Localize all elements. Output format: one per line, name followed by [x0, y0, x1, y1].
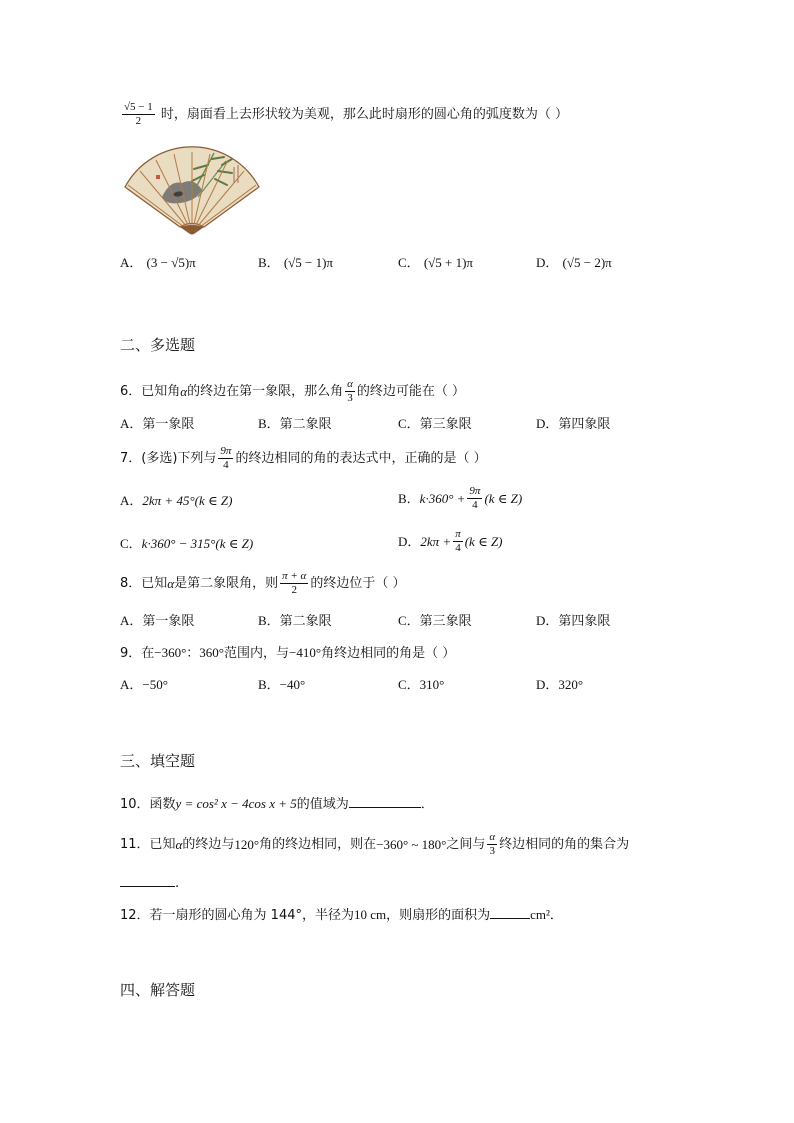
option-label: A．	[120, 677, 143, 692]
option-value: −50°	[142, 677, 168, 692]
q11-stem	[120, 831, 629, 858]
option-label: A．	[120, 255, 143, 270]
option-label: D．	[536, 416, 559, 431]
option-label: A．	[120, 613, 143, 628]
q11-text-d: 之间与	[446, 837, 486, 852]
q8-text-b: 是第二象限角，则	[174, 576, 279, 591]
q11-answer-blank[interactable]	[120, 874, 175, 887]
fan-handle	[180, 225, 204, 235]
q7-frac-num: 9π	[220, 445, 232, 457]
option-label: C．	[398, 255, 420, 270]
q8-text-a: 8．已知	[120, 576, 168, 591]
option-value: 320°	[558, 677, 584, 692]
q11-fraction	[487, 831, 497, 858]
q5-stem-line	[120, 101, 568, 128]
q11-answer-line	[120, 874, 179, 890]
q8-alpha: α	[167, 576, 175, 591]
q7-text-b: 的终边相同的角的表达式中，正确的是（ ）	[235, 451, 487, 466]
option-label: D．	[398, 534, 421, 549]
q6-option-b	[258, 417, 332, 431]
q11-alpha: α	[175, 837, 183, 852]
q11-text-e: 终边相同的角的集合为	[499, 837, 630, 852]
q11-frac-den: 3	[489, 845, 496, 857]
q8-frac-den: 2	[291, 584, 297, 596]
q9-text-a: 9．在	[120, 646, 155, 661]
q7-frac-den: 4	[223, 459, 229, 471]
option-label: C．	[120, 536, 142, 551]
q7-option-c	[120, 537, 253, 551]
q9-text-b: 范围内，与	[224, 646, 290, 661]
option-value-b: (k ∈ Z)	[484, 491, 523, 506]
q11-text-a: 11．已知	[120, 837, 176, 852]
option-value-a: k·360° +	[419, 491, 466, 506]
option-value: (√5 − 2)π	[562, 255, 612, 270]
q7-option-d	[398, 528, 503, 555]
q6-alpha: α	[180, 384, 188, 399]
q10-text-a: 10．函数	[120, 797, 176, 812]
q12-text-a: 12．若一扇形的圆心角为 144°，半径为	[120, 908, 354, 923]
q11-range: −360° ~ 180°	[376, 837, 447, 852]
q9-text-c: 角终边相同的角是（ ）	[321, 646, 456, 661]
q5-option-c	[398, 256, 473, 270]
option-value: −40°	[279, 677, 306, 692]
option-label: C．	[398, 613, 420, 628]
option-value-b: (k ∈ Z)	[464, 534, 503, 549]
q8-frac-num: π + α	[282, 570, 307, 582]
q9-stem	[120, 646, 455, 660]
option-label: B．	[398, 491, 420, 506]
q8-fraction	[280, 570, 308, 597]
option-label: C．	[398, 677, 420, 692]
q11-angle: 120°	[234, 837, 260, 852]
q9-option-a	[120, 678, 168, 692]
q9-option-c	[398, 678, 444, 692]
q7-b-fraction	[467, 485, 482, 512]
option-label: C．	[398, 416, 420, 431]
q6-text-a: 6．已知角	[120, 384, 181, 399]
q6-stem	[120, 378, 465, 405]
q6-option-d	[536, 417, 610, 431]
q8-stem	[120, 570, 405, 597]
q10-text-b: 的值域为	[296, 797, 349, 812]
option-value: (√5 + 1)π	[423, 255, 474, 270]
q12-answer-blank[interactable]	[490, 906, 530, 919]
q7-d-fraction	[453, 528, 463, 555]
option-value: 第一象限	[142, 614, 195, 629]
q10-answer-blank[interactable]	[349, 795, 421, 808]
q9-angle: −410°	[289, 645, 322, 660]
option-label: D．	[536, 613, 559, 628]
option-value: 第二象限	[279, 614, 332, 629]
option-label: B．	[258, 416, 280, 431]
q5-stem-text: 时，扇面看上去形状较为美观，那么此时扇形的圆心角的弧度数为（ ）	[160, 107, 569, 122]
q6-frac-den: 3	[347, 392, 353, 404]
option-value: 2kπ + 45°(k ∈ Z)	[142, 493, 233, 508]
q7-stem	[120, 445, 487, 472]
option-value: 第四象限	[558, 417, 611, 432]
q11-text-b: 的终边与	[182, 837, 235, 852]
option-label: B．	[258, 677, 280, 692]
option-label: B．	[258, 613, 280, 628]
q7-option-b	[398, 485, 522, 512]
option-value-a: 2kπ +	[420, 534, 452, 549]
q7-option-a	[120, 494, 232, 508]
q6-text-c: 的终边可能在（ ）	[356, 384, 466, 399]
q5-option-a	[120, 256, 196, 270]
option-value: 第三象限	[419, 614, 472, 629]
option-label: A．	[120, 493, 143, 508]
section-title-solutions: 四、解答题	[120, 981, 196, 999]
option-value: (3 − √5)π	[146, 255, 196, 270]
q5-frac-num: √5 − 1	[124, 101, 153, 113]
q9-option-b	[258, 678, 305, 692]
q6-fraction	[345, 378, 355, 405]
q11-end: .	[175, 876, 180, 891]
q9-option-d	[536, 678, 583, 692]
q5-option-b	[258, 256, 333, 270]
section-title-multiple-choice: 二、多选题	[120, 336, 196, 354]
option-value: 310°	[419, 677, 445, 692]
q12-text-b: ，则扇形的面积为	[386, 908, 491, 923]
q12-stem	[120, 906, 563, 922]
seal-stamp	[156, 175, 160, 179]
q5-fraction	[122, 101, 155, 128]
frac-num: π	[455, 528, 461, 540]
q10-end: ．	[420, 797, 434, 812]
q6-option-c	[398, 417, 472, 431]
q10-expression: y = cos² x − 4cos x + 5	[175, 796, 297, 811]
option-value: k·360° − 315°(k ∈ Z)	[141, 536, 254, 551]
q8-option-b	[258, 614, 332, 628]
option-label: A．	[120, 416, 143, 431]
q5-frac-den: 2	[135, 115, 142, 127]
q8-option-a	[120, 614, 194, 628]
q6-text-b: 的终边在第一象限，那么角	[187, 384, 344, 399]
q7-fraction	[218, 445, 233, 472]
q6-option-a	[120, 417, 194, 431]
q8-option-d	[536, 614, 610, 628]
q5-option-d	[536, 256, 612, 270]
q8-text-c: 的终边位于（ ）	[310, 576, 406, 591]
frac-den: 4	[455, 542, 461, 554]
option-label: B．	[258, 255, 280, 270]
option-value: 第一象限	[142, 417, 195, 432]
q11-text-c: 角的终边相同，则在	[259, 837, 377, 852]
q9-range: −360°：360°	[154, 645, 225, 660]
q6-frac-num: α	[347, 378, 353, 390]
option-value: 第二象限	[279, 417, 332, 432]
folding-fan-illustration	[122, 145, 262, 235]
frac-num: 9π	[469, 485, 481, 497]
section-title-fill-in: 三、填空题	[120, 752, 196, 770]
q12-unit: cm²．	[530, 907, 563, 922]
option-value: 第四象限	[558, 614, 611, 629]
option-label: D．	[536, 677, 559, 692]
q7-text-a: 7．(多选)下列与	[120, 451, 217, 466]
frac-den: 4	[472, 499, 478, 511]
q12-radius: 10 cm	[354, 907, 387, 922]
option-value: 第三象限	[419, 417, 472, 432]
option-label: D．	[536, 255, 559, 270]
q8-option-c	[398, 614, 472, 628]
q11-frac-num: α	[489, 831, 496, 843]
q10-stem	[120, 795, 434, 811]
option-value: (√5 − 1)π	[283, 255, 334, 270]
folding-fan-image	[122, 145, 262, 235]
